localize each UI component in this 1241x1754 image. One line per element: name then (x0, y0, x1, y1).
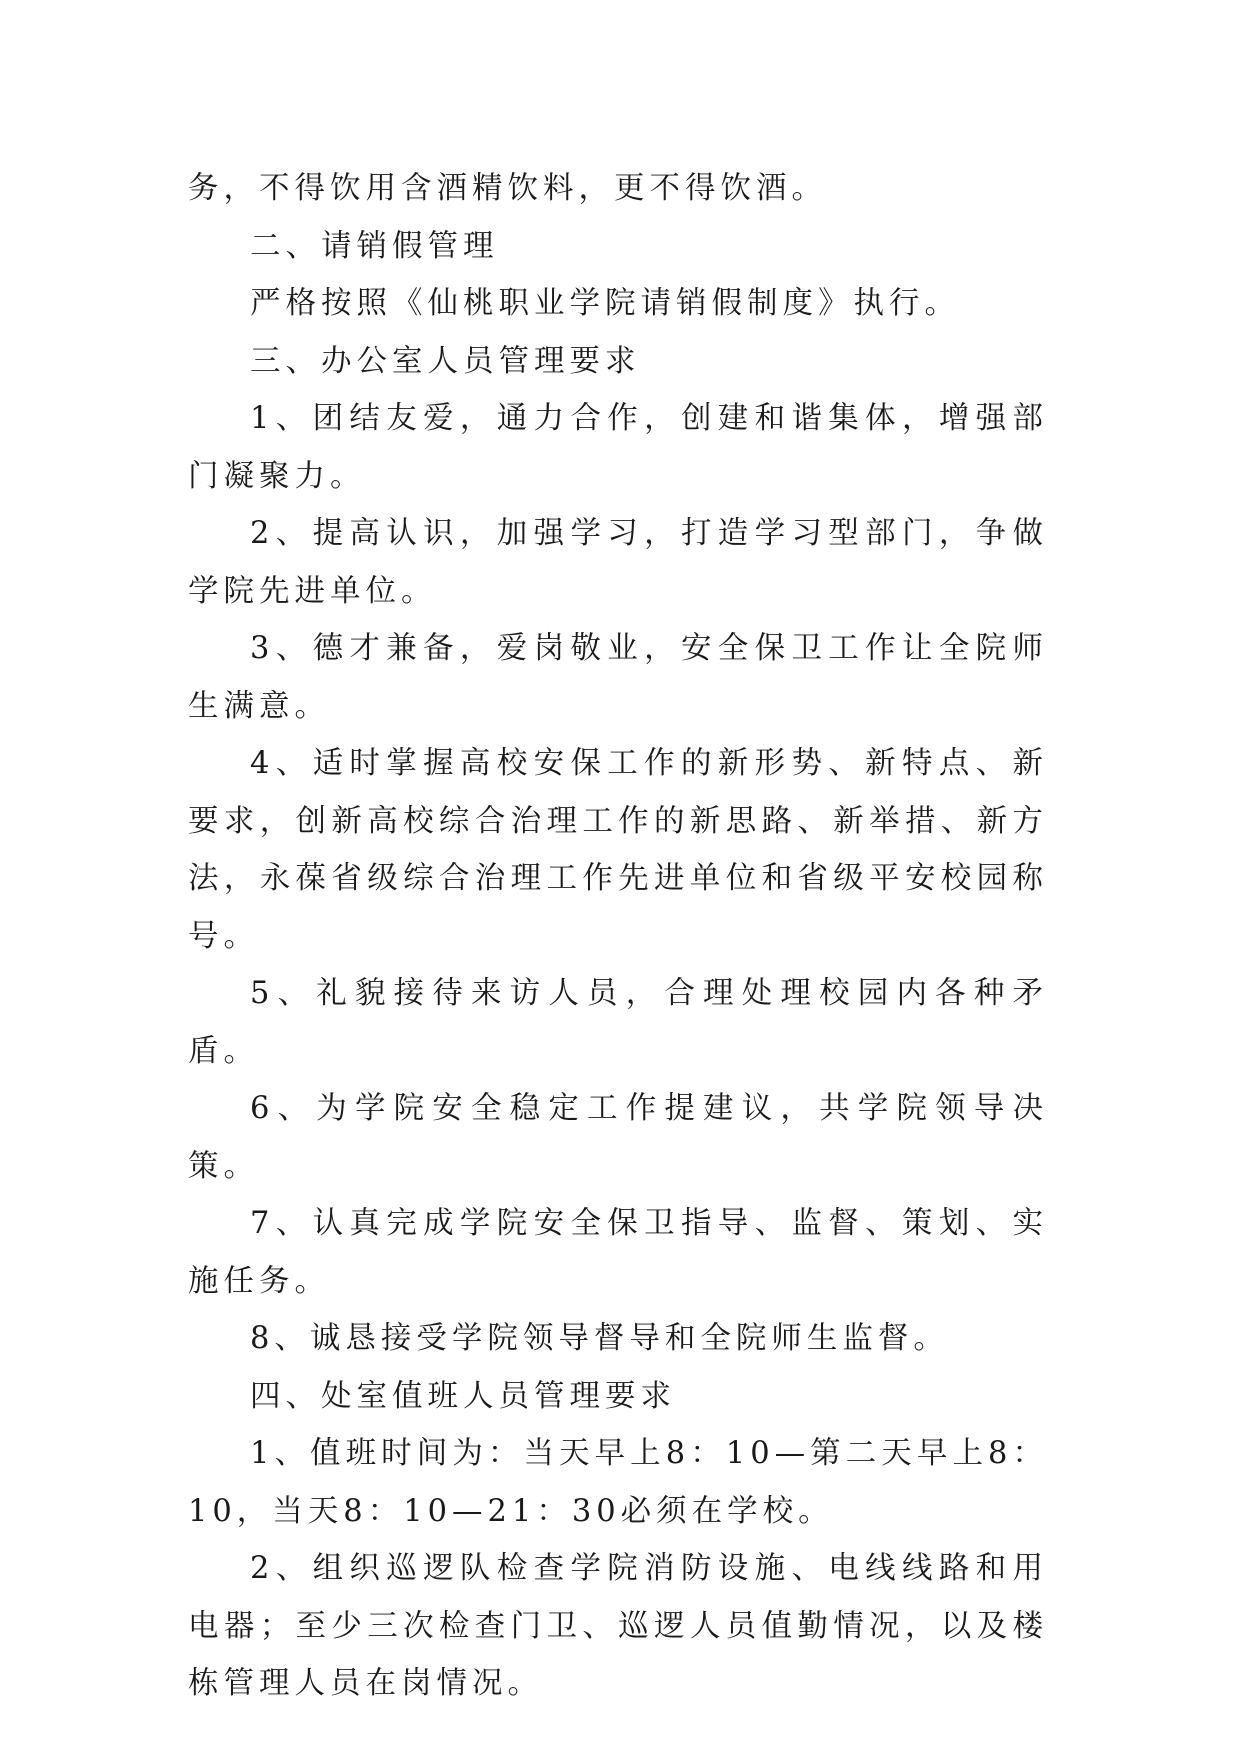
paragraph: 严格按照《仙桃职业学院请销假制度》执行。 (250, 286, 960, 321)
list-item: 7、认真完成学院安全保卫指导、监督、策划、实施任务。 (188, 1206, 1048, 1299)
section-heading: 四、处室值班人员管理要求 (250, 1378, 676, 1414)
list-item: 5、礼貌接待来访人员，合理处理校园内各种矛盾。 (188, 976, 1048, 1069)
list-item: 1、团结友爱，通力合作，创建和谐集体，增强部门凝聚力。 (188, 401, 1048, 494)
section-heading: 三、办公室人员管理要求 (250, 343, 641, 379)
list-item: 3、德才兼备，爱岗敬业，安全保卫工作让全院师生满意。 (188, 631, 1048, 724)
list-item: 2、提高认识，加强学习，打造学习型部门，争做学院先进单位。 (188, 516, 1048, 609)
document-body (188, 160, 1048, 1713)
list-item: 4、适时掌握高校安保工作的新形势、新特点、新要求，创新高校综合治理工作的新思路、新举措、新方法，永葆省级综合治理工作先进单位和省级平安校园称号。 (188, 746, 1048, 954)
list-item: 8、诚恳接受学院领导督导和全院师生监督。 (250, 1321, 949, 1356)
list-item: 1、值班时间为：当天早上8：10—第二天早上8：10，当天8：10—21：30必须在学校。 (188, 1436, 1048, 1529)
paragraph: 务，不得饮用含酒精饮料，更不得饮酒。 (188, 171, 827, 206)
list-item: 6、为学院安全稳定工作提建议，共学院领导决策。 (188, 1091, 1048, 1184)
list-item: 2、组织巡逻队检查学院消防设施、电线线路和用电器；至少三次检查门卫、巡逻人员值勤情况，以及楼栋管理人员在岗情况。 (188, 1551, 1048, 1701)
section-heading: 二、请销假管理 (250, 228, 499, 264)
